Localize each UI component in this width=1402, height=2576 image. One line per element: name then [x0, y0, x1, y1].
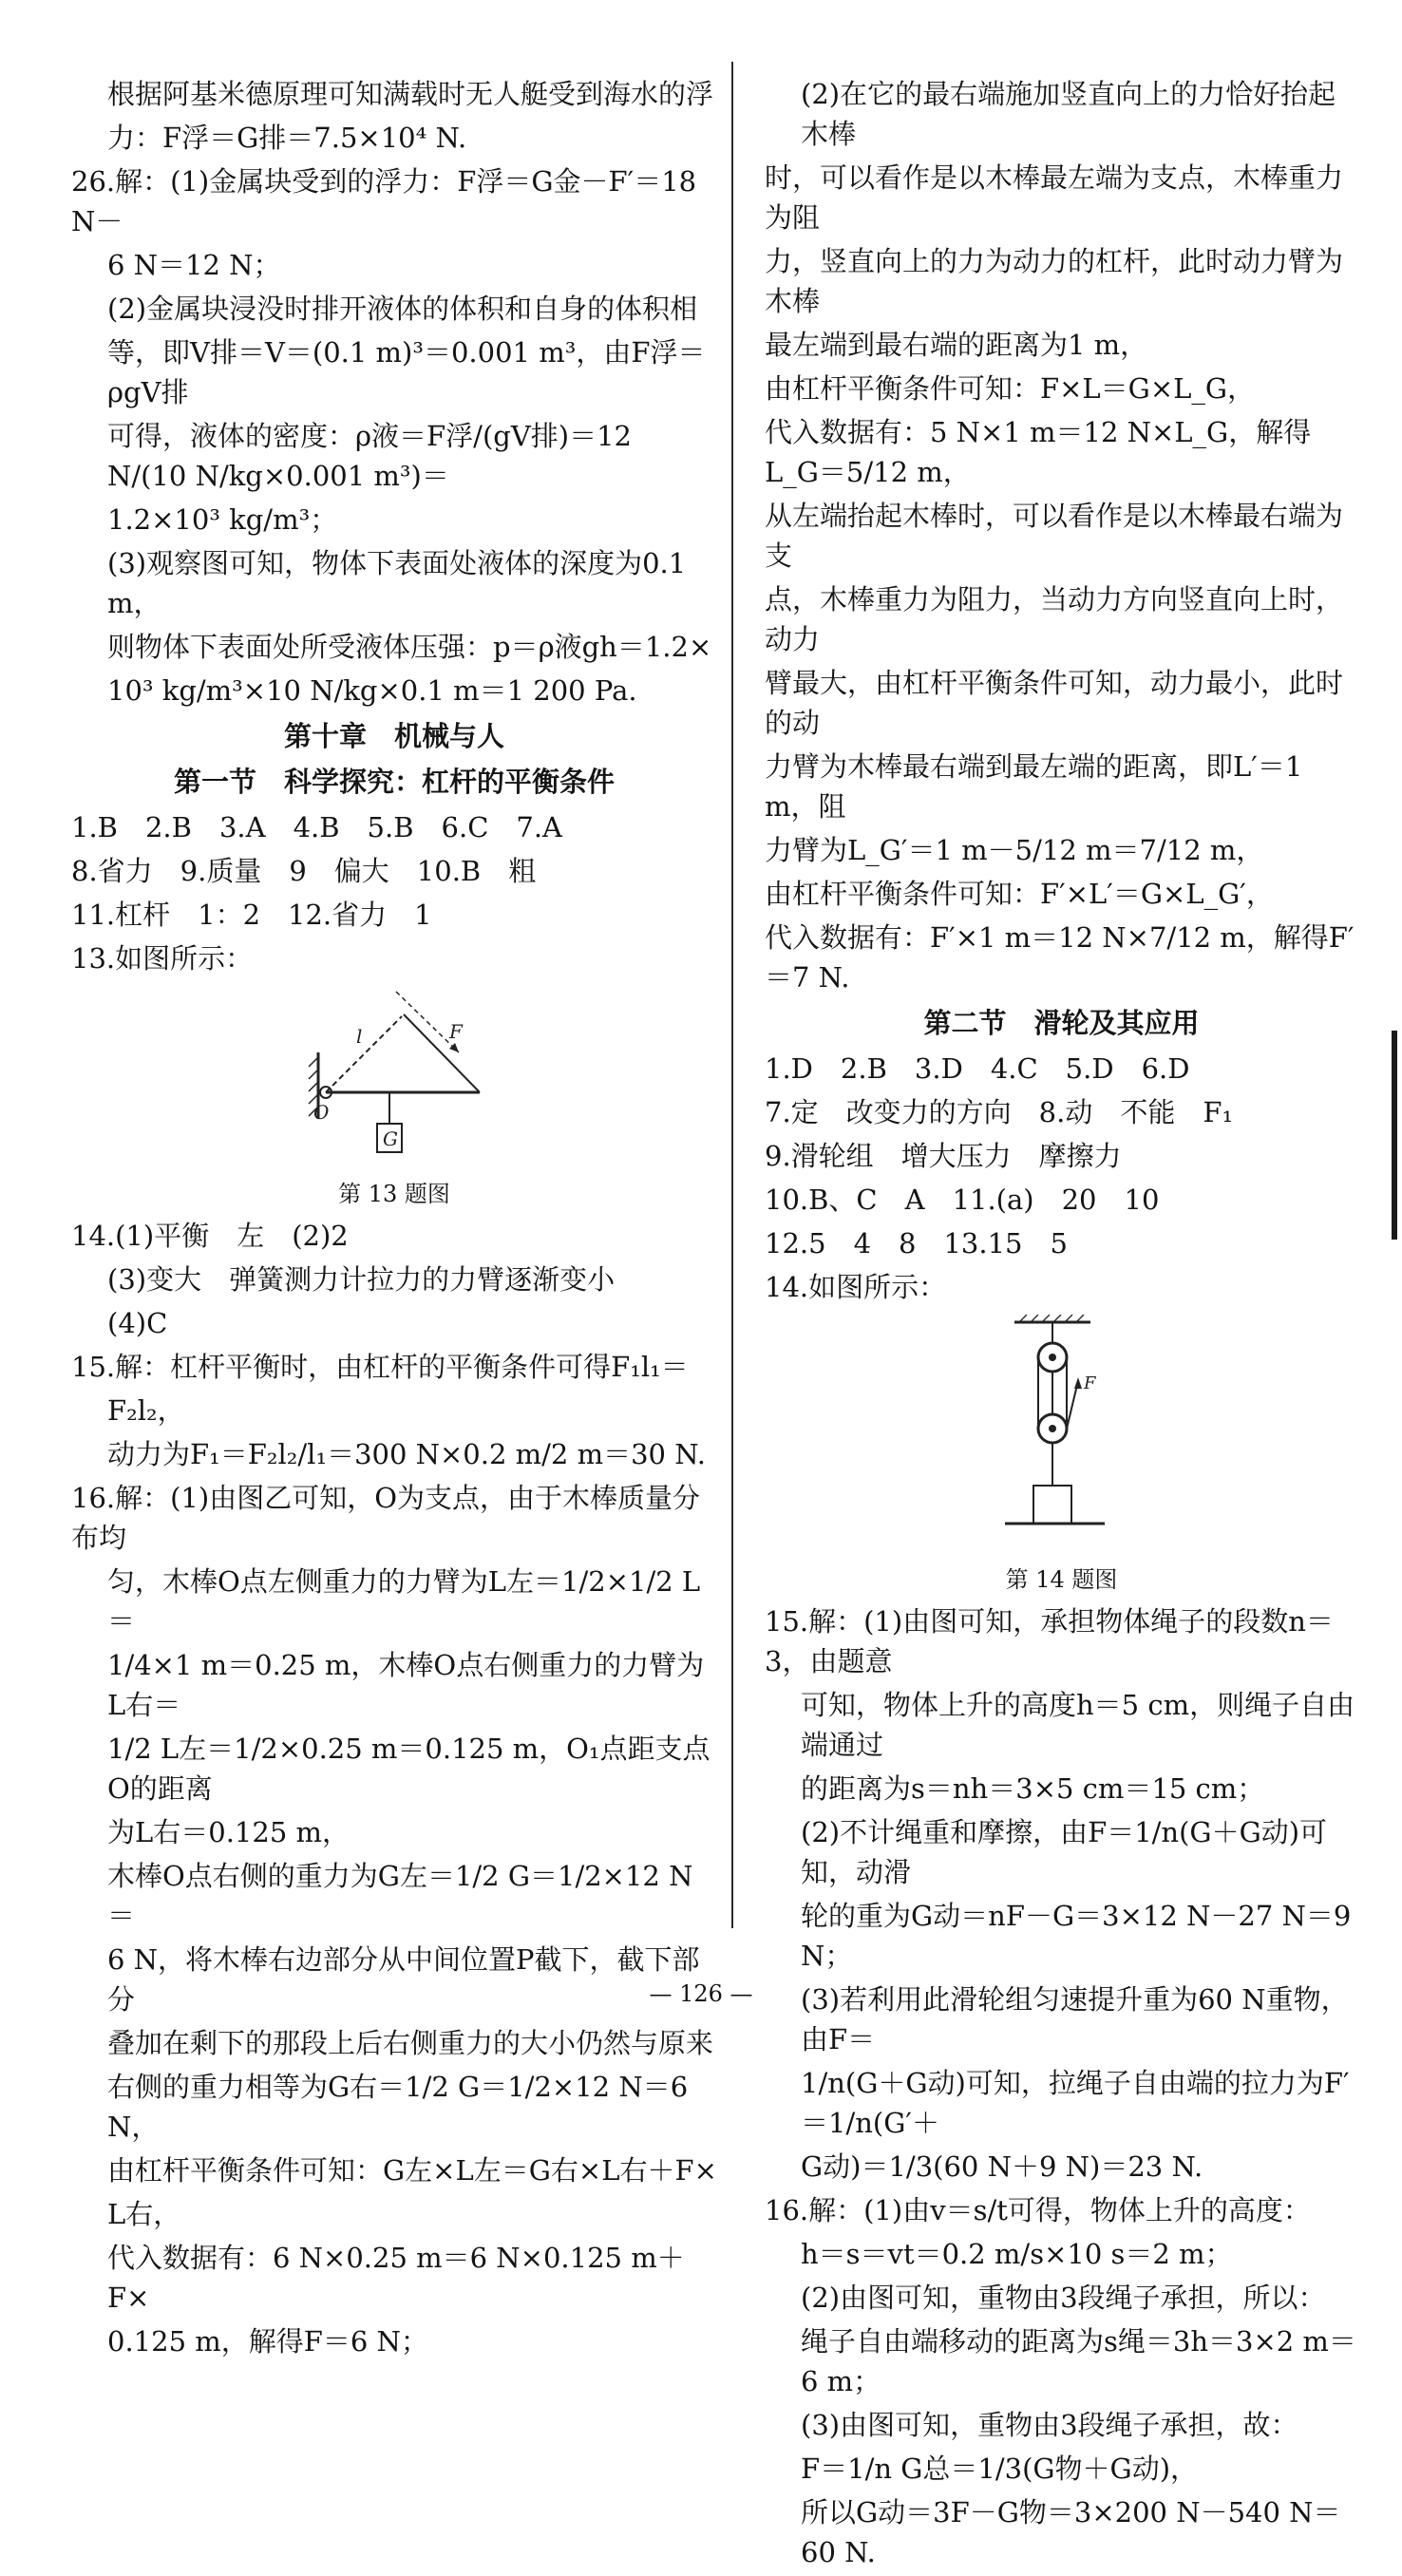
- text-line: 15.解：杠杆平衡时，由杠杆的平衡条件可得F₁l₁＝: [71, 1351, 689, 1383]
- text-line: F₂l₂，: [107, 1394, 185, 1427]
- text-line: 1/4×1 m＝0.25 m，木棒O点右侧重力的力臂为L右＝: [107, 1649, 705, 1721]
- text-line: 的距离为s＝nh＝3×5 cm＝15 cm；: [801, 1772, 1265, 1805]
- text-line: 力：F浮＝G排＝7.5×10⁴ N.: [107, 122, 467, 154]
- text-line: 6 N，将木棒右边部分从中间位置P截下，截下部分: [107, 1943, 700, 2016]
- text-line: 点，木棒重力为阻力，当动力方向竖直向上时，动力: [765, 583, 1344, 655]
- text-line: 由杠杆平衡条件可知：F×L＝G×L_G，: [765, 372, 1256, 405]
- text-line: 从左端抬起木棒时，可以看作是以木棒最右端为支: [765, 500, 1344, 572]
- answer-line: 8.省力 9.质量 9 偏大 10.B 粗: [71, 855, 537, 887]
- column-divider: [731, 62, 733, 1928]
- text-line: 绳子自由端移动的距离为s绳＝3h＝3×2 m＝6 m；: [801, 2325, 1356, 2397]
- right-column: [765, 74, 1358, 2576]
- text-line: 16.解：(1)由图乙可知，O为支点，由于木棒质量分布均: [71, 1482, 700, 1554]
- right-bottom-block: [765, 1601, 1358, 2572]
- text-line: 木棒O点右侧的重力为G左＝1/2 G＝1/2×12 N＝: [107, 1860, 693, 1932]
- text-line: 1.2×10³ kg/m³；: [107, 503, 338, 536]
- text-line: 右侧的重力相等为G右＝1/2 G＝1/2×12 N＝6 N，: [107, 2071, 689, 2143]
- section-title-2: 第二节 滑轮及其应用: [923, 1007, 1200, 1039]
- text-line: 为L右＝0.125 m，: [107, 1816, 350, 1848]
- text-line: 匀，木棒O点左侧重力的力臂为L左＝1/2×1/2 L＝: [107, 1565, 701, 1638]
- pulley-diagram: [1000, 1315, 1124, 1562]
- text-line: 所以G动＝3F－G物＝3×200 N－540 N＝60 N.: [801, 2496, 1341, 2568]
- answer-line: 13.如图所示：: [71, 942, 254, 975]
- text-line: 等，即V排＝V＝(0.1 m)³＝0.001 m³，由F浮＝ρgV排: [107, 336, 706, 408]
- answer-line: 1.D 2.B 3.D 4.C 5.D 6.D: [765, 1052, 1190, 1085]
- chapter-title: 第十章 机械与人: [283, 720, 504, 752]
- text-line: (2)金属块浸没时排开液体的体积和自身的体积相: [107, 293, 698, 325]
- text-line: (3)观察图可知，物体下表面处液体的深度为0.1 m，: [107, 547, 687, 619]
- text-line: (3)由图可知，重物由3段绳子承担，故：: [801, 2409, 1298, 2441]
- answer-line: 12.5 4 8 13.15 5: [765, 1227, 1068, 1260]
- text-line: 代入数据有：F′×1 m＝12 N×7/12 m，解得F′＝7 N.: [765, 921, 1355, 994]
- text-line: (2)不计绳重和摩擦，由F＝1/n(G＋G动)可知，动滑: [801, 1816, 1328, 1888]
- text-line: L右，: [107, 2198, 181, 2230]
- figure-14: [765, 1315, 1358, 1562]
- text-line: 15.解：(1)由图可知，承担物体绳子的段数n＝3，由题意: [765, 1605, 1334, 1677]
- text-line: 动力为F₁＝F₂l₂/l₁＝300 N×0.2 m/2 m＝30 N.: [107, 1438, 706, 1470]
- answer-line: 14.如图所示：: [765, 1271, 947, 1303]
- text-line: 力臂为L_G′＝1 m－5/12 m＝7/12 m，: [765, 834, 1264, 866]
- text-line: 代入数据有：6 N×0.25 m＝6 N×0.125 m＋F×: [107, 2242, 685, 2314]
- answer-line: 9.滑轮组 增大压力 摩擦力: [765, 1140, 1122, 1172]
- page-edge-mark: [1392, 1031, 1397, 1240]
- label-l: l: [356, 1025, 363, 1048]
- text-line: (4)C: [107, 1307, 168, 1339]
- text-line: (3)若利用此滑轮组匀速提升重为60 N重物，由F＝: [801, 1983, 1349, 2055]
- lever-diagram: [290, 986, 499, 1176]
- text-line: (2)在它的最右端施加竖直向上的力恰好抬起木棒: [801, 78, 1336, 150]
- text-line: 14.(1)平衡 左 (2)2: [71, 1220, 349, 1252]
- text-line: 臂最大，由杠杆平衡条件可知，动力最小，此时的动: [765, 667, 1344, 739]
- answer-line: 1.B 2.B 3.A 4.B 5.B 6.C 7.A: [71, 811, 563, 843]
- section-title-1: 第一节 科学探究：杠杆的平衡条件: [173, 766, 615, 798]
- text-line: 由杠杆平衡条件可知：F′×L′＝G×L_G′，: [765, 878, 1274, 910]
- text-line: 代入数据有：5 N×1 m＝12 N×L_G，解得L_G＝5/12 m，: [765, 416, 1312, 488]
- answer-line: 10.B、C A 11.(a) 20 10: [765, 1184, 1160, 1216]
- text-line: 可知，物体上升的高度h＝5 cm，则绳子自由端通过: [801, 1689, 1355, 1761]
- label-G: G: [383, 1127, 398, 1150]
- text-line: 1/n(G＋G动)可知，拉绳子自由端的拉力为F′＝1/n(G′＋: [801, 2067, 1350, 2139]
- text-line: h＝s＝vt＝0.2 m/s×10 s＝2 m；: [801, 2238, 1233, 2270]
- figure-13: [71, 986, 717, 1176]
- right-top-block: [765, 74, 1358, 997]
- text-line: 则物体下表面处所受液体压强：p＝ρ液gh＝1.2×: [107, 631, 712, 663]
- text-line: 可得，液体的密度：ρ液＝F浮/(gV排)＝12 N/(10 N/kg×0.001 m³)＝: [107, 420, 632, 492]
- left-top-block: [71, 74, 717, 710]
- text-line: 叠加在剩下的那段上后右侧重力的大小仍然与原来: [107, 2027, 714, 2059]
- text-line: 1/2 L左＝1/2×0.25 m＝0.125 m，O₁点距支点O的距离: [107, 1733, 710, 1805]
- text-line: 时，可以看作是以木棒最左端为支点，木棒重力为阻: [765, 161, 1344, 234]
- text-line: 16.解：(1)由v＝s/t可得，物体上升的高度：: [765, 2194, 1311, 2226]
- text-line: 轮的重为G动＝nF－G＝3×12 N－27 N＝9 N；: [801, 1900, 1352, 1972]
- label-O: O: [313, 1101, 330, 1124]
- answers-section-2: [765, 1049, 1358, 1307]
- text-line: 根据阿基米德原理可知满载时无人艇受到海水的浮: [107, 78, 714, 110]
- answers-section-1: [71, 807, 717, 978]
- text-line: 由杠杆平衡条件可知：G左×L左＝G右×L右＋F×: [107, 2154, 717, 2187]
- answer-line: 11.杠杆 1：2 12.省力 1: [71, 899, 432, 931]
- text-line: 力，竖直向上的力为动力的杠杆，此时动力臂为木棒: [765, 245, 1344, 317]
- page-number: — 126 —: [649, 1980, 753, 2007]
- answer-line: 7.定 改变力的方向 8.动 不能 F₁: [765, 1096, 1234, 1128]
- text-line: F＝1/n G总＝1/3(G物＋G动)，: [801, 2453, 1199, 2485]
- text-line: 最左端到最右端的距离为1 m，: [765, 329, 1148, 361]
- text-line: (2)由图可知，重物由3段绳子承担，所以：: [801, 2282, 1326, 2314]
- label-F-pulley: F: [1083, 1373, 1095, 1393]
- left-bottom-block: [71, 1216, 717, 2361]
- text-line: 26.解：(1)金属块受到的浮力：F浮＝G金－F′＝18 N－: [71, 165, 697, 237]
- text-line: 0.125 m，解得F＝6 N；: [107, 2325, 428, 2358]
- left-column: [71, 74, 717, 2365]
- text-line: 力臂为木棒最右端到最左端的距离，即L′＝1 m，阻: [765, 750, 1303, 823]
- figure-13-caption: 第 13 题图: [338, 1181, 450, 1207]
- figure-14-caption: 第 14 题图: [1005, 1566, 1118, 1593]
- text-line: G动)＝1/3(60 N＋9 N)＝23 N.: [801, 2150, 1203, 2183]
- text-line: 10³ kg/m³×10 N/kg×0.1 m＝1 200 Pa.: [107, 674, 637, 707]
- text-line: (3)变大 弹簧测力计拉力的力臂逐渐变小: [107, 1263, 616, 1296]
- text-line: 6 N＝12 N；: [107, 249, 281, 281]
- label-F: F: [449, 1020, 463, 1043]
